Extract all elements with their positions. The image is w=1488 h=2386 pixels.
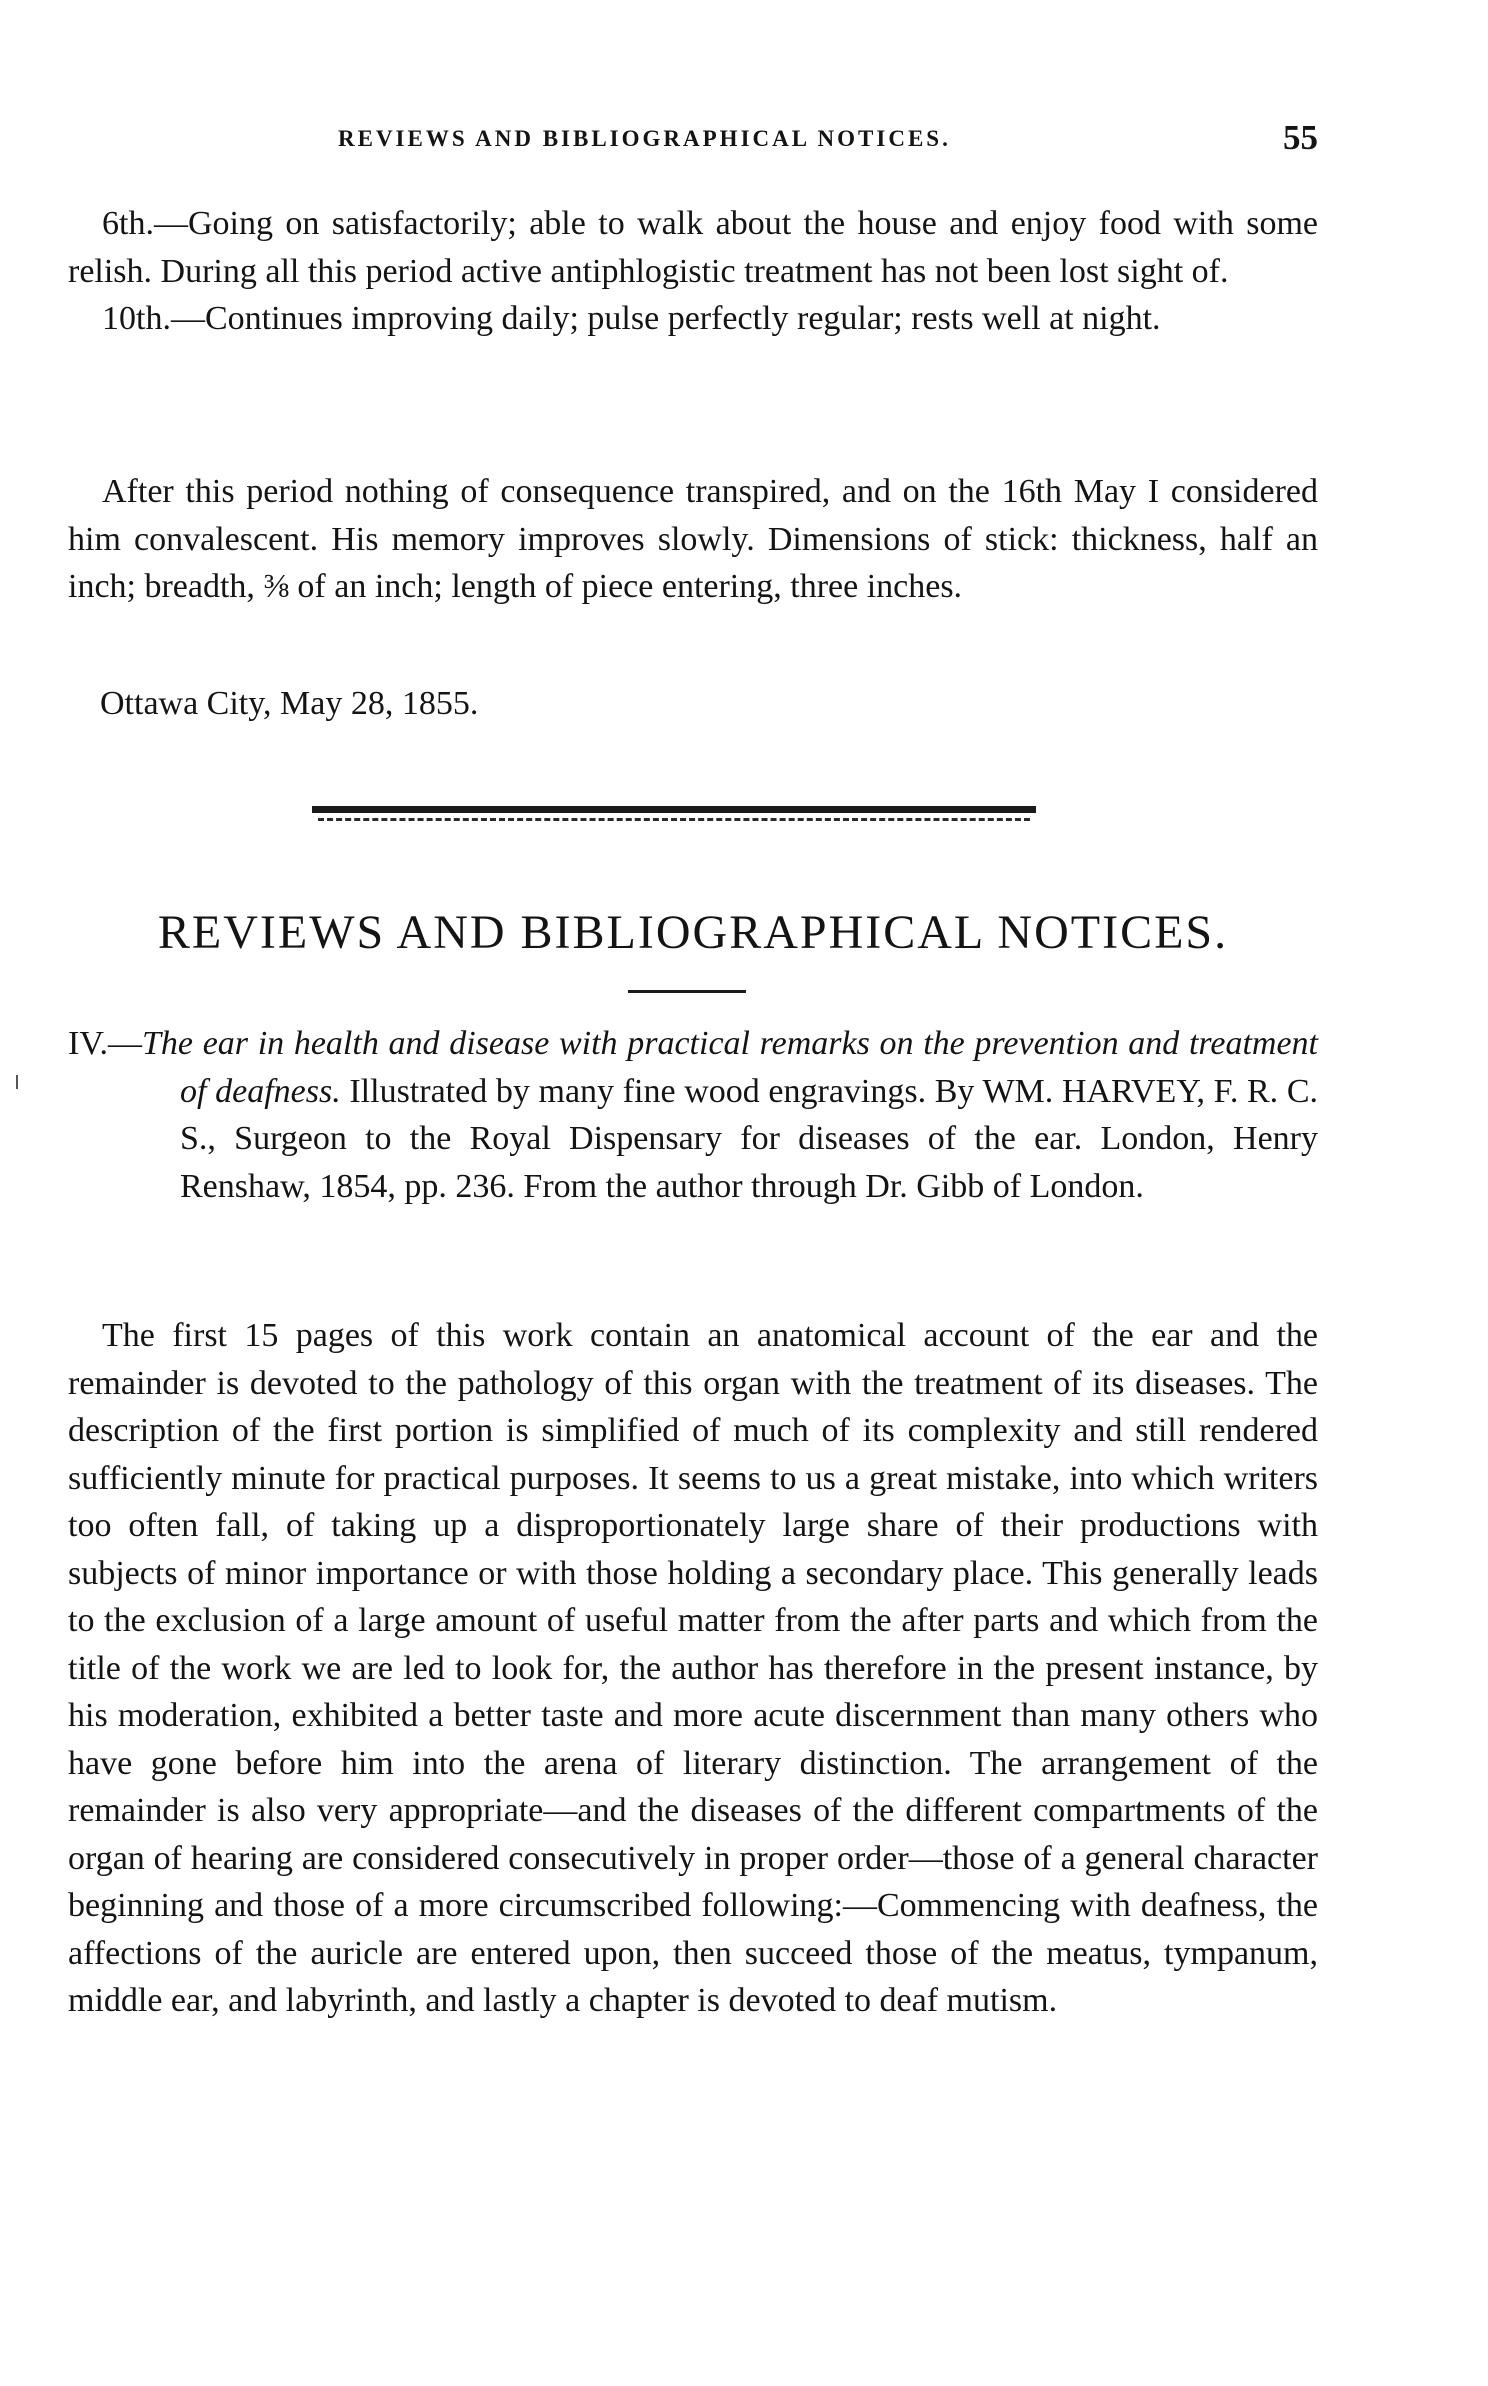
heading-underline <box>628 990 746 993</box>
margin-mark <box>16 1075 18 1089</box>
case-conclusion <box>68 468 1318 611</box>
ornamental-divider <box>312 806 1036 824</box>
case-entry-10th: 10th.—Continues improving daily; pulse perfectly regular; rests well at night. <box>102 300 1161 337</box>
dateline: Ottawa City, May 28, 1855. <box>100 685 479 722</box>
case-entries <box>68 200 1318 343</box>
divider-dashed-rule <box>318 818 1030 821</box>
section-heading: REVIEWS AND BIBLIOGRAPHICAL NOTICES. <box>157 906 1229 959</box>
divider-heavy-rule <box>312 806 1036 813</box>
review-body <box>68 1312 1318 2025</box>
page-number: 55 <box>1283 118 1318 157</box>
review-entry <box>68 1020 1318 1210</box>
review-book-title: The ear in health and disease with practical remarks on the prevention and treatment of deafness. <box>142 1025 1318 1110</box>
review-number: IV.— <box>68 1025 142 1062</box>
review-citation: Illustrated by many fine wood engravings. By WM. HARVEY, F. R. C. S., Surgeon to the Royal Dispensary for diseases of the ear. London, Henry Renshaw, 1854, pp. 236. From the author through Dr. Gibb of London. <box>180 1072 1318 1205</box>
review-body-paragraph: The first 15 pages of this work contain an anatomical account of the ear and the remainder is devoted to the pathology of this organ with the treatment of its diseases. The description of the first portion is simplified of much of its complexity and still rendered sufficiently minute for practical purposes. It seems to us a great mistake, into which writers too often fall, of taking up a disproportionately large share of their productions with subjects of minor importance or with those holding a secondary place. This generally leads to the exclusion of a large amount of useful matter from the after parts and which from the title of the work we are led to look for, the author has therefore in the present instance, by his moderation, exhibited a better taste and more acute discernment than many others who have gone before him into the arena of literary distinction. The arrangement of the remainder is also very appropriate—and the diseases of the different compartments of the organ of hearing are considered consecutively in proper order—those of a general character beginning and those of a more circumscribed following:—Commencing with deafness, the affections of the auricle are entered upon, then succeed those of the meatus, tympanum, middle ear, and labyrinth, and lastly a chapter is devoted to deaf mutism. <box>68 1317 1318 2019</box>
running-head-title: REVIEWS AND BIBLIOGRAPHICAL NOTICES. <box>338 126 951 151</box>
running-head <box>68 118 1318 158</box>
case-conclusion-paragraph: After this period nothing of consequence transpired, and on the 16th May I considered him convalescent. His memory improves slowly. Dimensions of stick: thickness, half an inch; breadth, ⅜ of an inch; length of piece entering, three inches. <box>68 473 1318 605</box>
review-citation-paragraph <box>68 1020 1318 1210</box>
case-entry-6th: 6th.—Going on satisfactorily; able to walk about the house and enjoy food with some relish. During all this period active antiphlogistic treatment has not been lost sight of. <box>68 205 1318 290</box>
